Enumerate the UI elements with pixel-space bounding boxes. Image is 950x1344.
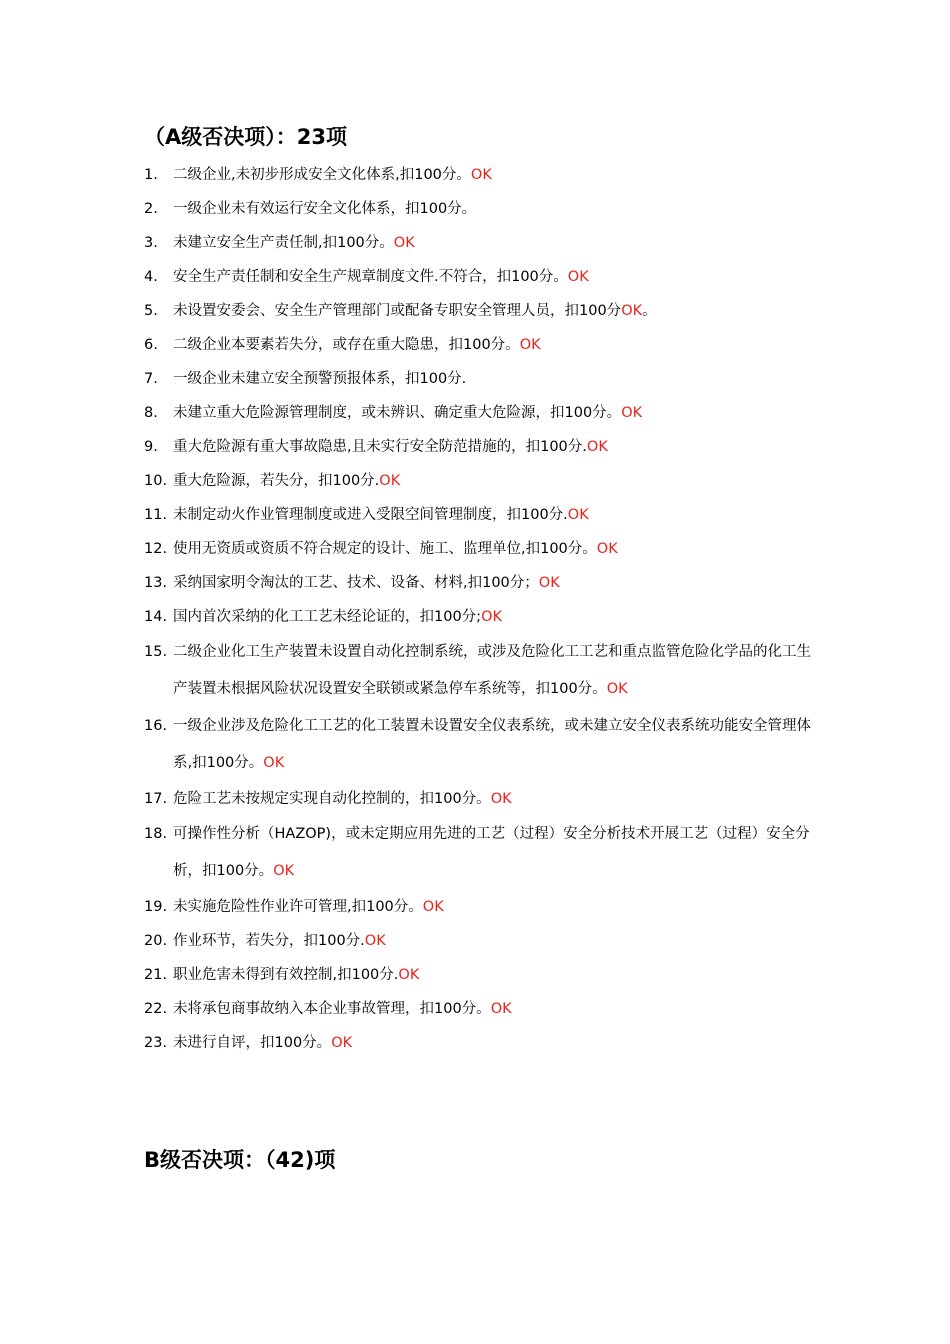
item-text: 二级企业本要素若失分，或存在重大隐患，扣100分。 [173, 337, 520, 353]
list-item [144, 328, 814, 362]
item-number: 19. [144, 899, 168, 915]
list-item [144, 782, 814, 816]
item-text: 未将承包商事故纳入本企业事故管理，扣100分。 [173, 1001, 491, 1017]
list-item [144, 464, 814, 498]
list-item [144, 992, 814, 1026]
ok-mark: OK [490, 791, 512, 807]
item-number: 5. [144, 303, 158, 319]
item-text: 二级企业,未初步形成安全文化体系,扣100分。 [173, 167, 471, 183]
list-item [144, 708, 814, 782]
item-number: 15. [144, 644, 168, 660]
item-text: 重大危险源有重大事故隐患,且未实行安全防范措施的，扣100分. [173, 439, 587, 455]
item-number: 7. [144, 371, 158, 387]
item-number: 1. [144, 167, 158, 183]
list-item [144, 816, 814, 890]
ok-mark: OK [538, 575, 560, 591]
list-item [144, 294, 814, 328]
item-number: 18. [144, 826, 168, 842]
list-item [144, 158, 814, 192]
ok-mark: OK [519, 337, 541, 353]
item-text: 未建立安全生产责任制,扣100分。 [173, 235, 394, 251]
item-text: 一级企业未有效运行安全文化体系，扣100分。 [173, 201, 477, 217]
ok-mark: OK [606, 681, 628, 697]
list-item [144, 924, 814, 958]
ok-mark: OK [490, 1001, 512, 1017]
item-text: 未进行自评，扣100分。 [173, 1035, 332, 1051]
item-number: 16. [144, 718, 168, 734]
list-item [144, 192, 814, 226]
list-item [144, 600, 814, 634]
item-text: 未实施危险性作业许可管理,扣100分。 [173, 899, 423, 915]
ok-mark: OK [621, 405, 643, 421]
list-item [144, 958, 814, 992]
list-item [144, 430, 814, 464]
section-b-title: B级否决项：（42)项 [144, 1148, 336, 1172]
ok-mark: OK [364, 933, 386, 949]
item-text: 二级企业化工生产装置未设置自动化控制系统，或涉及危险化工工艺和重点监管危险化学品的化工生产装置未根据风险状况设置安全联锁或紧急停车系统等，扣100分。 [173, 644, 811, 697]
item-number: 9. [144, 439, 158, 455]
item-number: 10. [144, 473, 168, 489]
item-number: 13. [144, 575, 168, 591]
item-text: 一级企业未建立安全预警预报体系，扣100分. [173, 371, 467, 387]
ok-mark: OK [398, 967, 420, 983]
ok-mark: OK [273, 863, 295, 879]
item-number: 2. [144, 201, 158, 217]
item-trailing-punct: 。 [642, 303, 657, 319]
item-text: 国内首次采纳的化工工艺未经论证的，扣100分; [173, 609, 482, 625]
ok-mark: OK [621, 303, 643, 319]
item-text: 未设置安委会、安全生产管理部门或配备专职安全管理人员，扣100分 [173, 303, 622, 319]
ok-mark: OK [586, 439, 608, 455]
item-number: 4. [144, 269, 158, 285]
list-item [144, 634, 814, 708]
item-number: 6. [144, 337, 158, 353]
list-item [144, 498, 814, 532]
item-text: 危险工艺未按规定实现自动化控制的，扣100分。 [173, 791, 491, 807]
item-text: 使用无资质或资质不符合规定的设计、施工、监理单位,扣100分。 [173, 541, 597, 557]
item-text: 采纳国家明令淘汰的工艺、技术、设备、材料,扣100分； [173, 575, 539, 591]
item-text: 安全生产责任制和安全生产规章制度文件.不符合，扣100分。 [173, 269, 568, 285]
ok-mark: OK [470, 167, 492, 183]
list-item [144, 260, 814, 294]
list-item [144, 396, 814, 430]
veto-item-list [144, 158, 814, 1060]
ok-mark: OK [481, 609, 502, 625]
list-item [144, 226, 814, 260]
item-number: 23. [144, 1035, 168, 1051]
item-number: 3. [144, 235, 158, 251]
list-item [144, 532, 814, 566]
item-number: 8. [144, 405, 158, 421]
item-text: 可操作性分析（HAZOP)，或未定期应用先进的工艺（过程）安全分析技术开展工艺（过程）安全分析，扣100分。 [173, 826, 810, 879]
ok-mark: OK [596, 541, 618, 557]
item-text: 一级企业涉及危险化工工艺的化工装置未设置安全仪表系统，或未建立安全仪表系统功能安全管理体系,扣100分。 [173, 718, 811, 771]
ok-mark: OK [379, 473, 401, 489]
ok-mark: OK [263, 755, 285, 771]
item-number: 12. [144, 541, 168, 557]
list-item [144, 362, 814, 396]
list-item [144, 890, 814, 924]
item-number: 22. [144, 1001, 168, 1017]
ok-mark: OK [331, 1035, 353, 1051]
ok-mark: OK [393, 235, 415, 251]
item-text: 未制定动火作业管理制度或进入受限空间管理制度，扣100分. [173, 507, 568, 523]
ok-mark: OK [567, 269, 589, 285]
item-text: 重大危险源，若失分，扣100分. [173, 473, 380, 489]
item-number: 14. [144, 609, 168, 625]
item-number: 11. [144, 507, 168, 523]
item-text: 未建立重大危险源管理制度，或未辨识、确定重大危险源，扣100分。 [173, 405, 622, 421]
item-number: 20. [144, 933, 168, 949]
item-number: 17. [144, 791, 168, 807]
section-a-title: （A级否决项）：23项 [144, 125, 347, 149]
item-number: 21. [144, 967, 168, 983]
ok-mark: OK [567, 507, 589, 523]
list-item [144, 566, 814, 600]
item-text: 作业环节，若失分，扣100分. [173, 933, 365, 949]
ok-mark: OK [422, 899, 444, 915]
item-text: 职业危害未得到有效控制,扣100分. [173, 967, 399, 983]
list-item [144, 1026, 814, 1060]
